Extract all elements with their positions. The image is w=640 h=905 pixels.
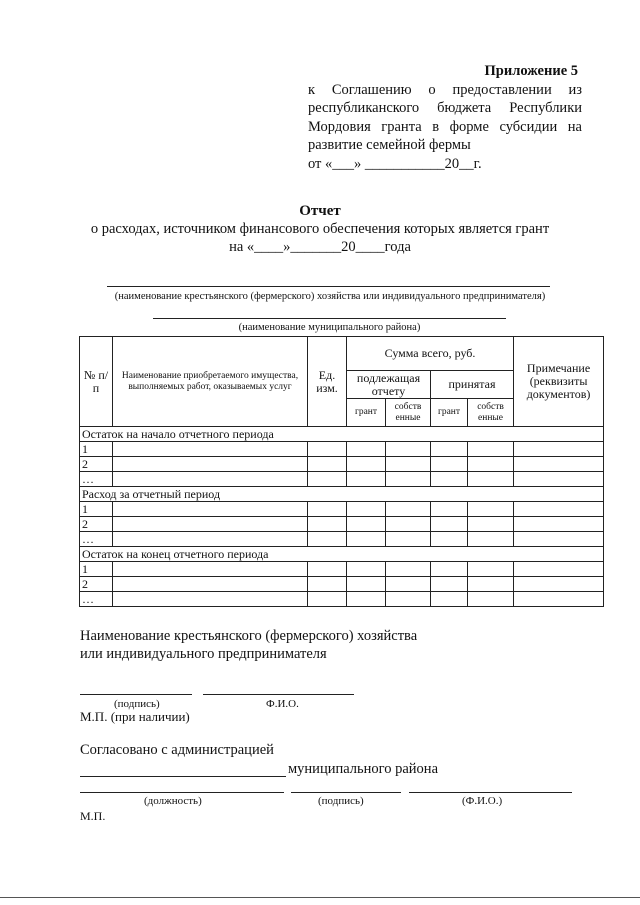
cell-own[interactable] bbox=[468, 472, 514, 487]
cell-grant[interactable] bbox=[347, 442, 386, 457]
table-row bbox=[80, 502, 604, 517]
farm-name-caption: (наименование крестьянского (фермерского) хозяйства или индивидуального предпринимателя) bbox=[114, 291, 546, 302]
district-name-caption: (наименование муниципального района) bbox=[238, 322, 421, 333]
signature-line[interactable] bbox=[80, 694, 192, 695]
footer-farm-line-2: или индивидуального предпринимателя bbox=[80, 646, 327, 662]
cell-grant[interactable] bbox=[347, 592, 386, 607]
cell-grant[interactable] bbox=[431, 442, 468, 457]
cell-note[interactable] bbox=[514, 502, 604, 517]
cell-unit[interactable] bbox=[308, 532, 347, 547]
fio-caption-2: (Ф.И.О.) bbox=[462, 795, 503, 807]
cell-grant[interactable] bbox=[347, 517, 386, 532]
section-title: Остаток на начало отчетного периода bbox=[80, 427, 604, 442]
cell-name[interactable] bbox=[113, 472, 308, 487]
header-line-2: республиканского бюджета Республики bbox=[308, 100, 582, 116]
table-row bbox=[80, 532, 604, 547]
cell-name[interactable] bbox=[113, 457, 308, 472]
col-sum-header: Сумма всего, руб. bbox=[347, 337, 514, 371]
cell-own[interactable] bbox=[468, 592, 514, 607]
cell-unit[interactable] bbox=[308, 562, 347, 577]
fio-caption: Ф.И.О. bbox=[266, 698, 299, 710]
col-own-header: собств енные bbox=[386, 399, 431, 427]
cell-grant[interactable] bbox=[347, 577, 386, 592]
cell-unit[interactable] bbox=[308, 517, 347, 532]
table-row bbox=[80, 517, 604, 532]
cell-own[interactable] bbox=[468, 502, 514, 517]
header-line-4: развитие семейной фермы bbox=[308, 137, 471, 153]
stamp-optional: М.П. (при наличии) bbox=[80, 709, 190, 724]
cell-name[interactable] bbox=[113, 562, 308, 577]
cell-note[interactable] bbox=[514, 517, 604, 532]
col-number-header: № п/п bbox=[80, 337, 113, 427]
district-suffix: муниципального района bbox=[288, 761, 438, 777]
cell-note[interactable] bbox=[514, 577, 604, 592]
cell-note[interactable] bbox=[514, 592, 604, 607]
fio-line[interactable] bbox=[203, 694, 354, 695]
cell-own[interactable] bbox=[386, 442, 431, 457]
header-line-1: к Соглашению о предоставлении из bbox=[308, 81, 582, 98]
table-row bbox=[80, 442, 604, 457]
cell-grant[interactable] bbox=[431, 592, 468, 607]
cell-grant[interactable] bbox=[347, 457, 386, 472]
col-grant-header: грант bbox=[431, 399, 468, 427]
header-date-line: от «___» ___________20__г. bbox=[308, 155, 482, 172]
agreed-label: Согласовано с администрацией bbox=[80, 742, 274, 758]
cell-name[interactable] bbox=[113, 502, 308, 517]
row-number: 1 bbox=[80, 562, 113, 577]
cell-own[interactable] bbox=[386, 577, 431, 592]
position-caption: (должность) bbox=[144, 795, 202, 807]
page-edge-line bbox=[0, 897, 640, 898]
appendix-header bbox=[308, 62, 582, 173]
cell-unit[interactable] bbox=[308, 472, 347, 487]
cell-grant[interactable] bbox=[431, 457, 468, 472]
cell-unit[interactable] bbox=[308, 577, 347, 592]
col-own-header: собств енные bbox=[468, 399, 514, 427]
cell-own[interactable] bbox=[386, 472, 431, 487]
appendix-number: Приложение 5 bbox=[484, 63, 578, 79]
cell-unit[interactable] bbox=[308, 592, 347, 607]
cell-unit[interactable] bbox=[308, 502, 347, 517]
table-row bbox=[80, 457, 604, 472]
row-number: 1 bbox=[80, 442, 113, 457]
signature-caption: (подпись) bbox=[114, 698, 160, 710]
cell-grant[interactable] bbox=[431, 502, 468, 517]
cell-name[interactable] bbox=[113, 517, 308, 532]
cell-name[interactable] bbox=[113, 577, 308, 592]
cell-name[interactable] bbox=[113, 532, 308, 547]
section-title: Расход за отчетный период bbox=[80, 487, 604, 502]
row-number: … bbox=[80, 472, 113, 487]
col-grant-header: грант bbox=[347, 399, 386, 427]
row-number: … bbox=[80, 592, 113, 607]
cell-grant[interactable] bbox=[431, 532, 468, 547]
cell-own[interactable] bbox=[386, 562, 431, 577]
cell-note[interactable] bbox=[514, 562, 604, 577]
col-name-header: Наименование приобретаемого имущества, выполняемых работ, оказываемых услуг bbox=[113, 337, 308, 427]
cell-name[interactable] bbox=[113, 442, 308, 457]
cell-own[interactable] bbox=[386, 502, 431, 517]
cell-own[interactable] bbox=[468, 517, 514, 532]
row-number: 2 bbox=[80, 517, 113, 532]
footer-farm-line-1: Наименование крестьянского (фермерского) хозяйства bbox=[80, 628, 418, 644]
fio-line-2[interactable] bbox=[409, 792, 572, 793]
cell-own[interactable] bbox=[468, 562, 514, 577]
table-row bbox=[80, 562, 604, 577]
report-subtitle: о расходах, источником финансового обеспечения которых является грант bbox=[90, 221, 550, 237]
row-number: … bbox=[80, 532, 113, 547]
signature-line-2[interactable] bbox=[291, 792, 401, 793]
cell-unit[interactable] bbox=[308, 457, 347, 472]
cell-own[interactable] bbox=[468, 532, 514, 547]
farm-name-line[interactable] bbox=[107, 286, 550, 287]
col-unit-header: Ед. изм. bbox=[308, 337, 347, 427]
cell-note[interactable] bbox=[514, 457, 604, 472]
col-note-header: Примечание (реквизиты документов) bbox=[514, 337, 604, 427]
cell-grant[interactable] bbox=[431, 577, 468, 592]
report-date: на «____»_______20____года bbox=[229, 239, 411, 255]
cell-grant[interactable] bbox=[431, 472, 468, 487]
cell-name[interactable] bbox=[113, 592, 308, 607]
col-accepted-header: принятая bbox=[431, 371, 514, 399]
table-row bbox=[80, 472, 604, 487]
report-title: Отчет bbox=[299, 203, 341, 219]
cell-own[interactable] bbox=[386, 457, 431, 472]
header-line-3: Мордовия гранта в форме субсидии на bbox=[308, 118, 582, 135]
cell-grant[interactable] bbox=[347, 472, 386, 487]
cell-own[interactable] bbox=[468, 442, 514, 457]
row-number: 2 bbox=[80, 457, 113, 472]
cell-grant[interactable] bbox=[347, 532, 386, 547]
row-number: 2 bbox=[80, 577, 113, 592]
cell-note[interactable] bbox=[514, 442, 604, 457]
cell-grant[interactable] bbox=[431, 562, 468, 577]
signature-caption-2: (подпись) bbox=[318, 795, 364, 807]
cell-note[interactable] bbox=[514, 472, 604, 487]
cell-own[interactable] bbox=[468, 457, 514, 472]
cell-own[interactable] bbox=[468, 577, 514, 592]
cell-grant[interactable] bbox=[347, 502, 386, 517]
section-title: Остаток на конец отчетного периода bbox=[80, 547, 604, 562]
district-name-line[interactable] bbox=[153, 318, 506, 319]
cell-own[interactable] bbox=[386, 517, 431, 532]
row-number: 1 bbox=[80, 502, 113, 517]
cell-grant[interactable] bbox=[347, 562, 386, 577]
position-line[interactable] bbox=[80, 792, 284, 793]
cell-own[interactable] bbox=[386, 592, 431, 607]
stamp-label: М.П. bbox=[80, 809, 106, 823]
cell-unit[interactable] bbox=[308, 442, 347, 457]
table-row bbox=[80, 577, 604, 592]
table-row bbox=[80, 592, 604, 607]
cell-own[interactable] bbox=[386, 532, 431, 547]
col-subject-header: подлежащая отчету bbox=[347, 371, 431, 399]
report-table bbox=[79, 336, 604, 607]
cell-grant[interactable] bbox=[431, 517, 468, 532]
cell-note[interactable] bbox=[514, 532, 604, 547]
district-admin-line[interactable] bbox=[80, 776, 286, 777]
